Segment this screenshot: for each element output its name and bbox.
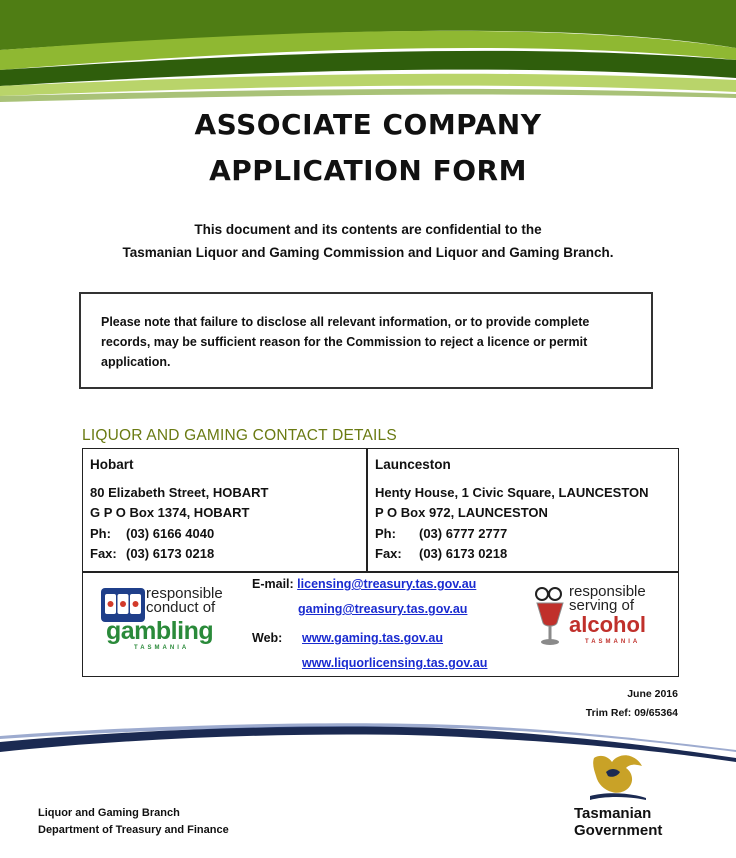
header-banner (0, 0, 736, 110)
table-divider-vertical (366, 448, 368, 572)
gov-line1: Tasmanian (574, 805, 652, 822)
hobart-address1: 80 Elizabeth Street, HOBART (90, 484, 269, 500)
footer-department: Department of Treasury and Finance (38, 824, 229, 836)
hobart-phone: (03) 6166 4040 (126, 525, 215, 541)
gov-line2: Government (574, 822, 663, 839)
page-title-line2: APPLICATION FORM (209, 154, 527, 187)
launceston-phone-label: Ph: (375, 525, 396, 541)
wine-glass-icon (533, 585, 567, 649)
web-row-2 (302, 656, 487, 670)
page-title-line1: ASSOCIATE COMPANY (194, 108, 542, 141)
hobart-address2: G P O Box 1374, HOBART (90, 505, 250, 520)
alcohol-logo-line1: responsible (569, 583, 646, 600)
responsible-gambling-logo (100, 585, 225, 655)
launceston-fax-row (375, 544, 649, 565)
email-row-2 (298, 602, 467, 616)
hobart-phone-label: Ph: (90, 525, 111, 541)
email-row-1 (252, 577, 476, 591)
hobart-heading: Hobart (90, 457, 134, 472)
confidential-line2: Tasmanian Liquor and Gaming Commission and Liquor and Gaming Branch. (122, 245, 614, 260)
email-link-gaming[interactable]: gaming@treasury.tas.gov.au (298, 602, 468, 616)
document-date: June 2016 (627, 688, 678, 700)
web-link-gaming[interactable]: www.gaming.tas.gov.au (302, 631, 443, 645)
web-link-liquor[interactable]: www.liquorlicensing.tas.gov.au (302, 656, 488, 670)
hobart-phone-row (90, 524, 268, 545)
web-row-1 (252, 631, 443, 645)
gambling-logo-line2: conduct of (146, 599, 216, 616)
hobart-fax-label: Fax: (90, 546, 117, 561)
notice-text: Please note that failure to disclose all relevant information, or to provide complete records, may be sufficient reason for the Commission to reject a licence or permit application. (101, 315, 590, 369)
launceston-address1: Henty House, 1 Civic Square, LAUNCESTON (375, 484, 649, 500)
hobart-cell (90, 455, 268, 565)
tasmanian-government-emblem (588, 752, 648, 804)
alcohol-logo-line3: alcohol (569, 612, 647, 637)
launceston-phone: (03) 6777 2777 (419, 525, 508, 541)
email-label: E-mail: (252, 577, 294, 591)
launceston-address2: P O Box 972, LAUNCESTON (375, 505, 548, 520)
gambling-logo-line3: gambling (106, 617, 214, 645)
launceston-cell (375, 455, 649, 565)
footer-branch-block (38, 805, 229, 839)
hobart-fax: (03) 6173 0218 (126, 546, 215, 561)
footer-branch: Liquor and Gaming Branch (38, 807, 180, 819)
email-link-licensing[interactable]: licensing@treasury.tas.gov.au (297, 577, 477, 591)
gov-wordmark (574, 805, 662, 839)
confidential-line1: This document and its contents are confidential to the (194, 222, 542, 237)
contact-heading: LIQUOR AND GAMING CONTACT DETAILS (82, 427, 397, 444)
notice-box (79, 292, 653, 389)
hobart-fax-row (90, 544, 268, 565)
trim-reference: Trim Ref: 09/65364 (585, 707, 678, 719)
gambling-logo-line1: responsible (146, 585, 223, 602)
launceston-fax: (03) 6173 0218 (419, 546, 508, 561)
table-divider-horizontal (82, 571, 679, 573)
launceston-heading: Launceston (375, 457, 451, 472)
responsible-alcohol-logo (533, 583, 663, 655)
alcohol-logo-line2: serving of (569, 597, 635, 614)
web-label: Web: (252, 631, 283, 645)
gambling-logo-line4: TASMANIA (134, 645, 190, 651)
alcohol-logo-line4: TASMANIA (585, 639, 641, 645)
launceston-phone-row (375, 524, 649, 545)
launceston-fax-label: Fax: (375, 546, 402, 561)
